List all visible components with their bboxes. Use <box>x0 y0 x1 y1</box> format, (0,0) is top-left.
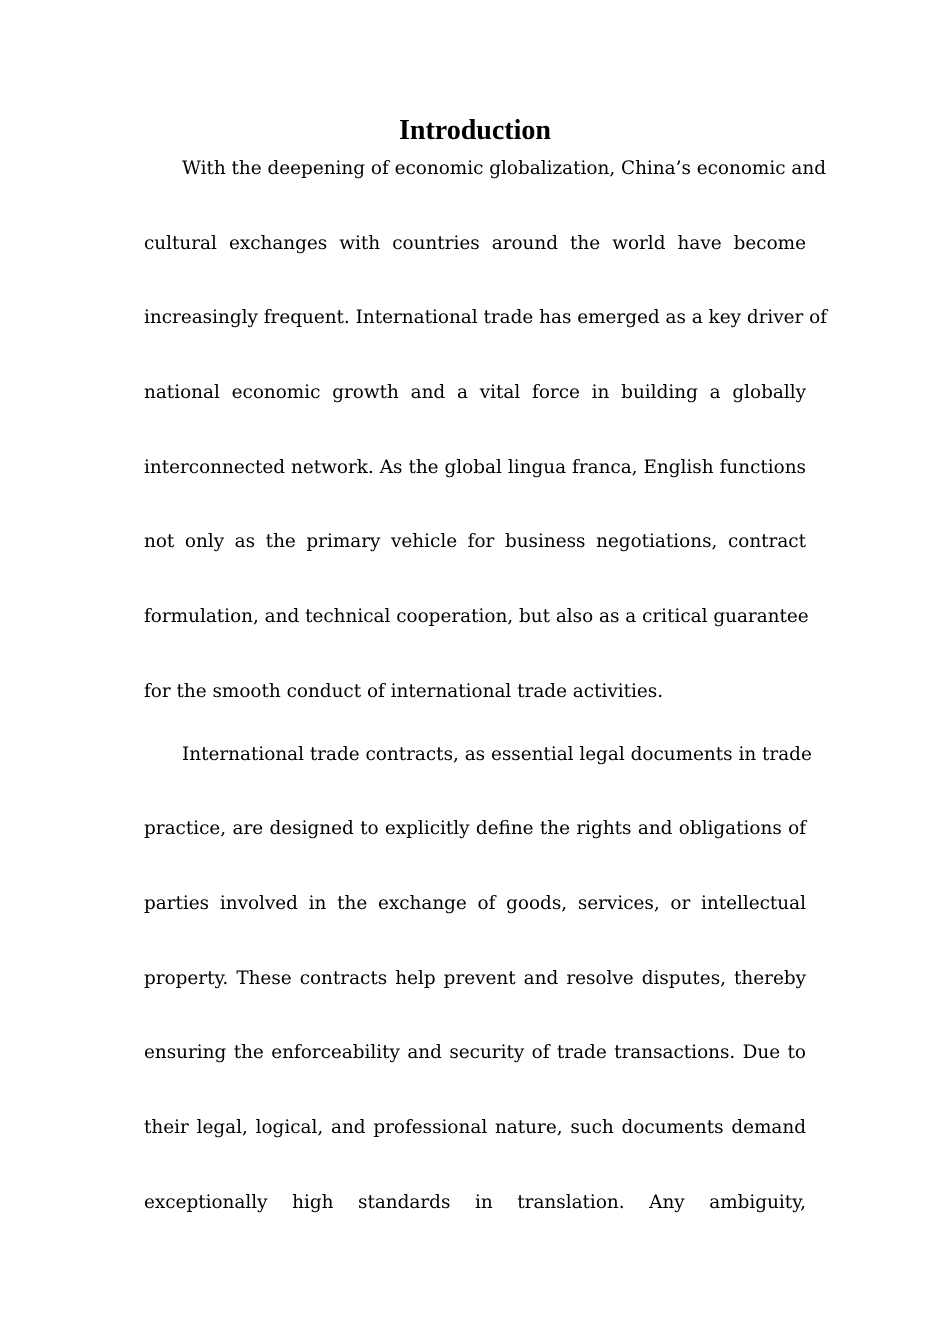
paragraph-line: interconnected network. As the global lingua franca, English functions <box>144 457 806 478</box>
paragraph-line: their legal, logical, and professional nature, such documents demand <box>144 1117 806 1138</box>
paragraph-line: practice, are designed to explicitly define the rights and obligations of <box>144 818 806 839</box>
paragraph-line: not only as the primary vehicle for business negotiations, contract <box>144 531 806 552</box>
paragraph-line: ensuring the enforceability and security of trade transactions. Due to <box>144 1042 806 1063</box>
paragraph-line: for the smooth conduct of international trade activities. <box>144 681 664 702</box>
paragraph-line: With the deepening of economic globalization, China’s economic and <box>182 158 826 179</box>
paragraph-line: national economic growth and a vital force in building a globally <box>144 382 806 403</box>
paragraph-line: cultural exchanges with countries around the world have become <box>144 233 806 254</box>
paragraph-line: International trade contracts, as essential legal documents in trade <box>182 744 812 765</box>
paragraph-line: property. These contracts help prevent and resolve disputes, thereby <box>144 968 806 989</box>
page-title: Introduction <box>399 115 551 146</box>
paragraph-line: increasingly frequent. International trade has emerged as a key driver of <box>144 307 828 328</box>
paragraph-line: exceptionally high standards in translation. Any ambiguity, <box>144 1192 806 1213</box>
paragraph-line: parties involved in the exchange of goods, services, or intellectual <box>144 893 806 914</box>
paragraph-line: formulation, and technical cooperation, but also as a critical guarantee <box>144 606 809 627</box>
